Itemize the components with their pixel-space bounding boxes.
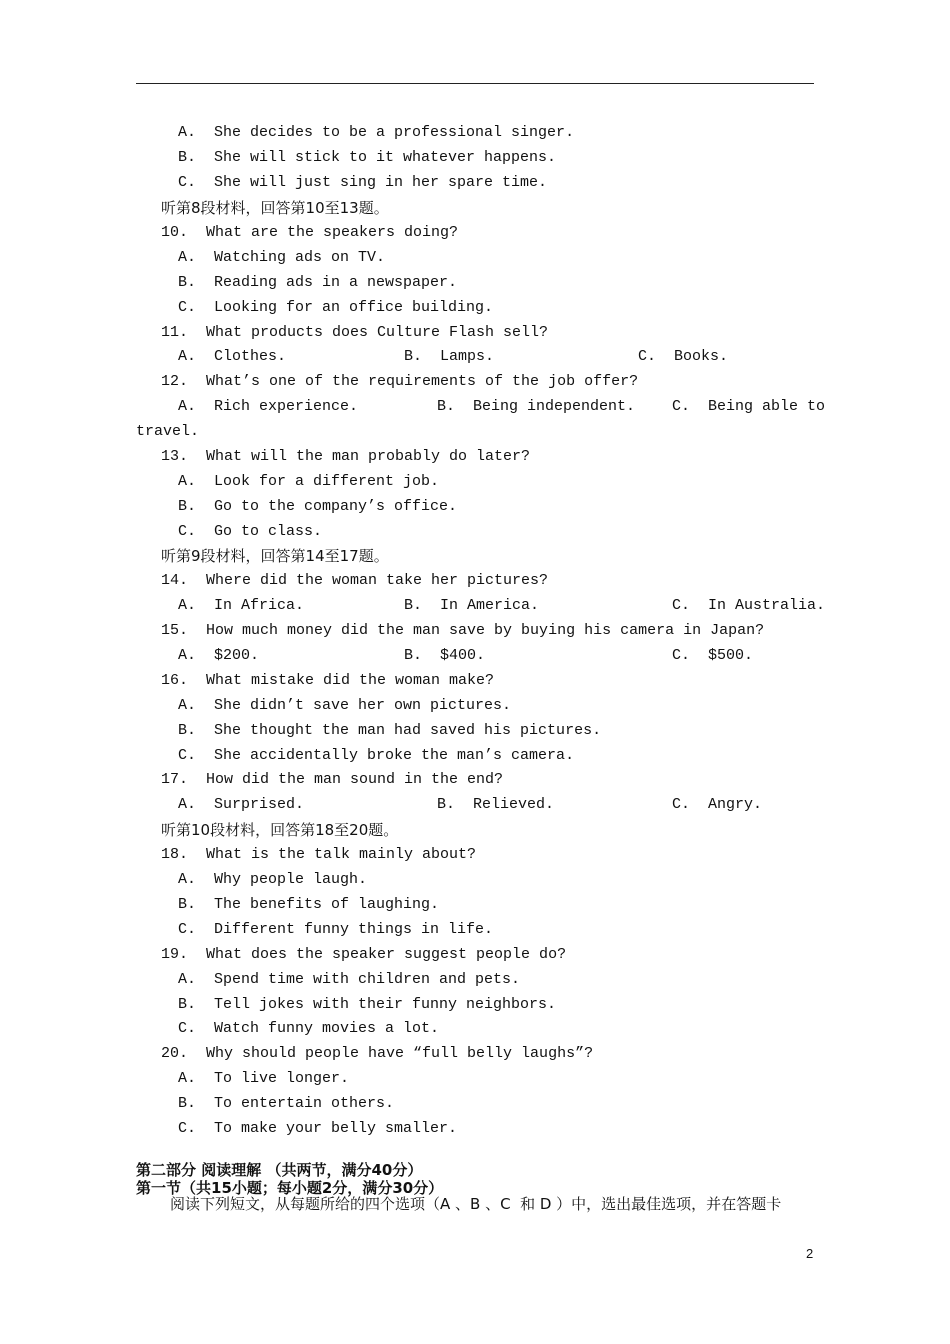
section-heading: 第一节（共15小题；每小题2分，满分30分）	[136, 1179, 444, 1197]
option-line: A. Rich experience.	[178, 398, 359, 415]
option-line: C. In Australia.	[672, 597, 826, 614]
instruction-line: 听第10段材料，回答第18至20题。	[161, 821, 399, 839]
option-line: B. Being independent.	[437, 398, 636, 415]
header-rule	[136, 83, 814, 84]
question-line: 13. What will the man probably do later?	[161, 448, 531, 465]
question-line: 18. What is the talk mainly about?	[161, 846, 477, 863]
option-line: A. Spend time with children and pets.	[178, 971, 521, 988]
question-line: 20. Why should people have “full belly laughs”?	[161, 1045, 594, 1062]
instruction-line: 听第8段材料，回答第10至13题。	[161, 199, 389, 217]
section-heading: 第二部分 阅读理解 （共两节，满分40分）	[136, 1161, 423, 1179]
option-line: B. She will stick to it whatever happens.	[178, 149, 557, 166]
option-line: B. The benefits of laughing.	[178, 896, 440, 913]
question-line: 10. What are the speakers doing?	[161, 224, 459, 241]
option-line: C. Looking for an office building.	[178, 299, 494, 316]
option-line: A. Watching ads on TV.	[178, 249, 386, 266]
option-line: A. Why people laugh.	[178, 871, 368, 888]
option-line: A. Surprised.	[178, 796, 305, 813]
question-line: 15. How much money did the man save by buying his camera in Japan?	[161, 622, 765, 639]
option-line: C. Watch funny movies a lot.	[178, 1020, 440, 1037]
question-line: 12. What’s one of the requirements of the job offer?	[161, 373, 639, 390]
question-line: 19. What does the speaker suggest people do?	[161, 946, 567, 963]
option-line: C. Go to class.	[178, 523, 323, 540]
option-line: B. She thought the man had saved his pictures.	[178, 722, 602, 739]
instruction-line: 阅读下列短文，从每题所给的四个选项（A 、B 、C 和 D ）中，选出最佳选项，并在答题卡	[170, 1195, 782, 1213]
option-line: B. Reading ads in a newspaper.	[178, 274, 458, 291]
option-line: A. To live longer.	[178, 1070, 350, 1087]
option-line: C. She accidentally broke the man’s camera.	[178, 747, 575, 764]
option-line: A. $200.	[178, 647, 260, 664]
option-line: C. Being able to	[672, 398, 826, 415]
option-line: C. To make your belly smaller.	[178, 1120, 458, 1137]
option-line: C. Angry.	[672, 796, 763, 813]
option-line: B. In America.	[404, 597, 540, 614]
option-line: A. In Africa.	[178, 597, 305, 614]
option-line: A. She decides to be a professional singer.	[178, 124, 575, 141]
option-line: C. Books.	[638, 348, 729, 365]
option-line: B. Relieved.	[437, 796, 555, 813]
question-line: 17. How did the man sound in the end?	[161, 771, 504, 788]
option-line: B. To entertain others.	[178, 1095, 395, 1112]
option-line: A. Clothes.	[178, 348, 287, 365]
option-line: travel.	[136, 423, 200, 440]
option-line: A. Look for a different job.	[178, 473, 440, 490]
instruction-line: 听第9段材料，回答第14至17题。	[161, 547, 389, 565]
option-line: B. Go to the company’s office.	[178, 498, 458, 515]
option-line: C. She will just sing in her spare time.	[178, 174, 548, 191]
question-line: 11. What products does Culture Flash sell?	[161, 324, 549, 341]
option-line: A. She didn’t save her own pictures.	[178, 697, 512, 714]
page-number: 2	[806, 1246, 814, 1261]
option-line: B. Lamps.	[404, 348, 495, 365]
option-line: C. $500.	[672, 647, 754, 664]
option-line: B. $400.	[404, 647, 486, 664]
question-line: 16. What mistake did the woman make?	[161, 672, 495, 689]
option-line: C. Different funny things in life.	[178, 921, 494, 938]
option-line: B. Tell jokes with their funny neighbors.	[178, 996, 557, 1013]
question-line: 14. Where did the woman take her pictures?	[161, 572, 549, 589]
